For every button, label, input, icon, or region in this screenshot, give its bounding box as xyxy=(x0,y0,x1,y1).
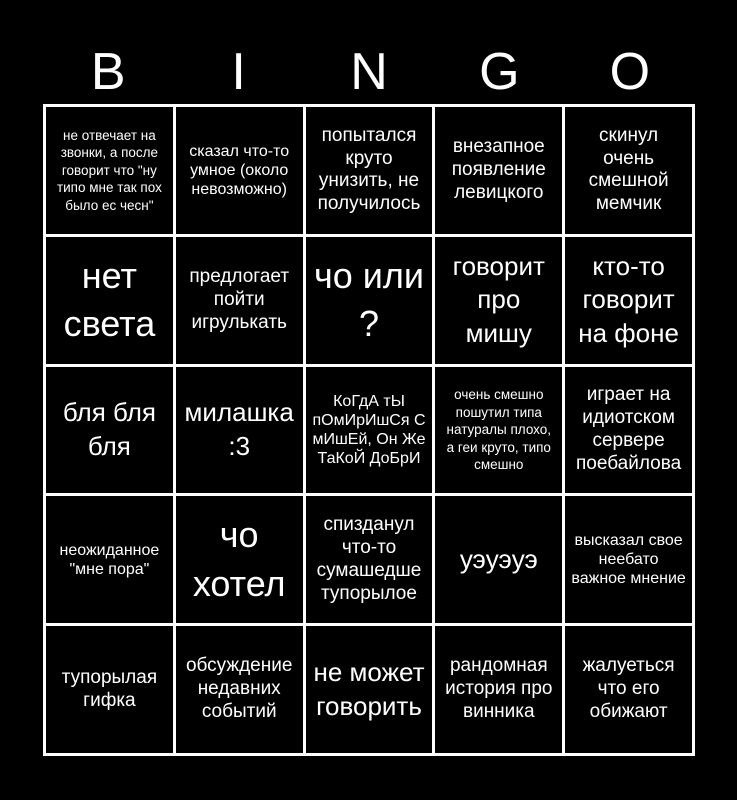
bingo-cell[interactable]: не отвечает на звонки, а после говорит что "ну типо мне так пох было ес чесн" xyxy=(46,107,173,234)
bingo-cell[interactable]: попытался круто унизить, не получилось xyxy=(306,107,433,234)
header-letter-n: N xyxy=(350,43,388,101)
bingo-cell[interactable]: внезапное появление левицкого xyxy=(435,107,562,234)
bingo-cell[interactable]: играет на идиотском сервере поебайлова xyxy=(565,367,692,494)
bingo-cell[interactable]: милашка :3 xyxy=(176,367,303,494)
bingo-cell[interactable]: бля бля бля xyxy=(46,367,173,494)
bingo-board xyxy=(43,104,695,756)
bingo-cell[interactable]: скинул очень смешной мемчик xyxy=(565,107,692,234)
bingo-cell[interactable]: тупорылая гифка xyxy=(46,626,173,753)
bingo-cell[interactable]: обсуждение недавних событий xyxy=(176,626,303,753)
bingo-cell[interactable]: сказал что-то умное (около невозможно) xyxy=(176,107,303,234)
bingo-header xyxy=(43,40,695,104)
bingo-cell[interactable]: спизданул что-то сумашедше тупорылое xyxy=(306,496,433,623)
bingo-cell[interactable]: говорит про мишу xyxy=(435,237,562,364)
header-letter-o: O xyxy=(609,43,651,101)
bingo-cell[interactable]: КоГдА тЫ пОмИрИшСя С мИшЕй, Он Же ТаКоЙ ДоБрИ xyxy=(306,367,433,494)
bingo-cell[interactable]: не может говорить xyxy=(306,626,433,753)
header-letter-b: B xyxy=(90,43,126,101)
bingo-cell[interactable]: рандомная история про винника xyxy=(435,626,562,753)
bingo-cell[interactable]: неожиданное "мне пора" xyxy=(46,496,173,623)
bingo-cell[interactable]: очень смешно пошутил типа натуралы плохо, а геи круто, типо смешно xyxy=(435,367,562,494)
bingo-cell[interactable]: чо хотел xyxy=(176,496,303,623)
bingo-cell[interactable]: уэуэуэ xyxy=(435,496,562,623)
header-letter-g: G xyxy=(479,43,520,101)
bingo-cell[interactable]: предлогает пойти игрулькать xyxy=(176,237,303,364)
bingo-cell[interactable]: кто-то говорит на фоне xyxy=(565,237,692,364)
bingo-cell[interactable]: жалуеться что его обижают xyxy=(565,626,692,753)
bingo-cell[interactable]: высказал свое неебато важное мнение xyxy=(565,496,692,623)
bingo-cell[interactable]: нет света xyxy=(46,237,173,364)
header-letter-i: I xyxy=(231,43,246,101)
bingo-cell[interactable]: чо или ? xyxy=(306,237,433,364)
